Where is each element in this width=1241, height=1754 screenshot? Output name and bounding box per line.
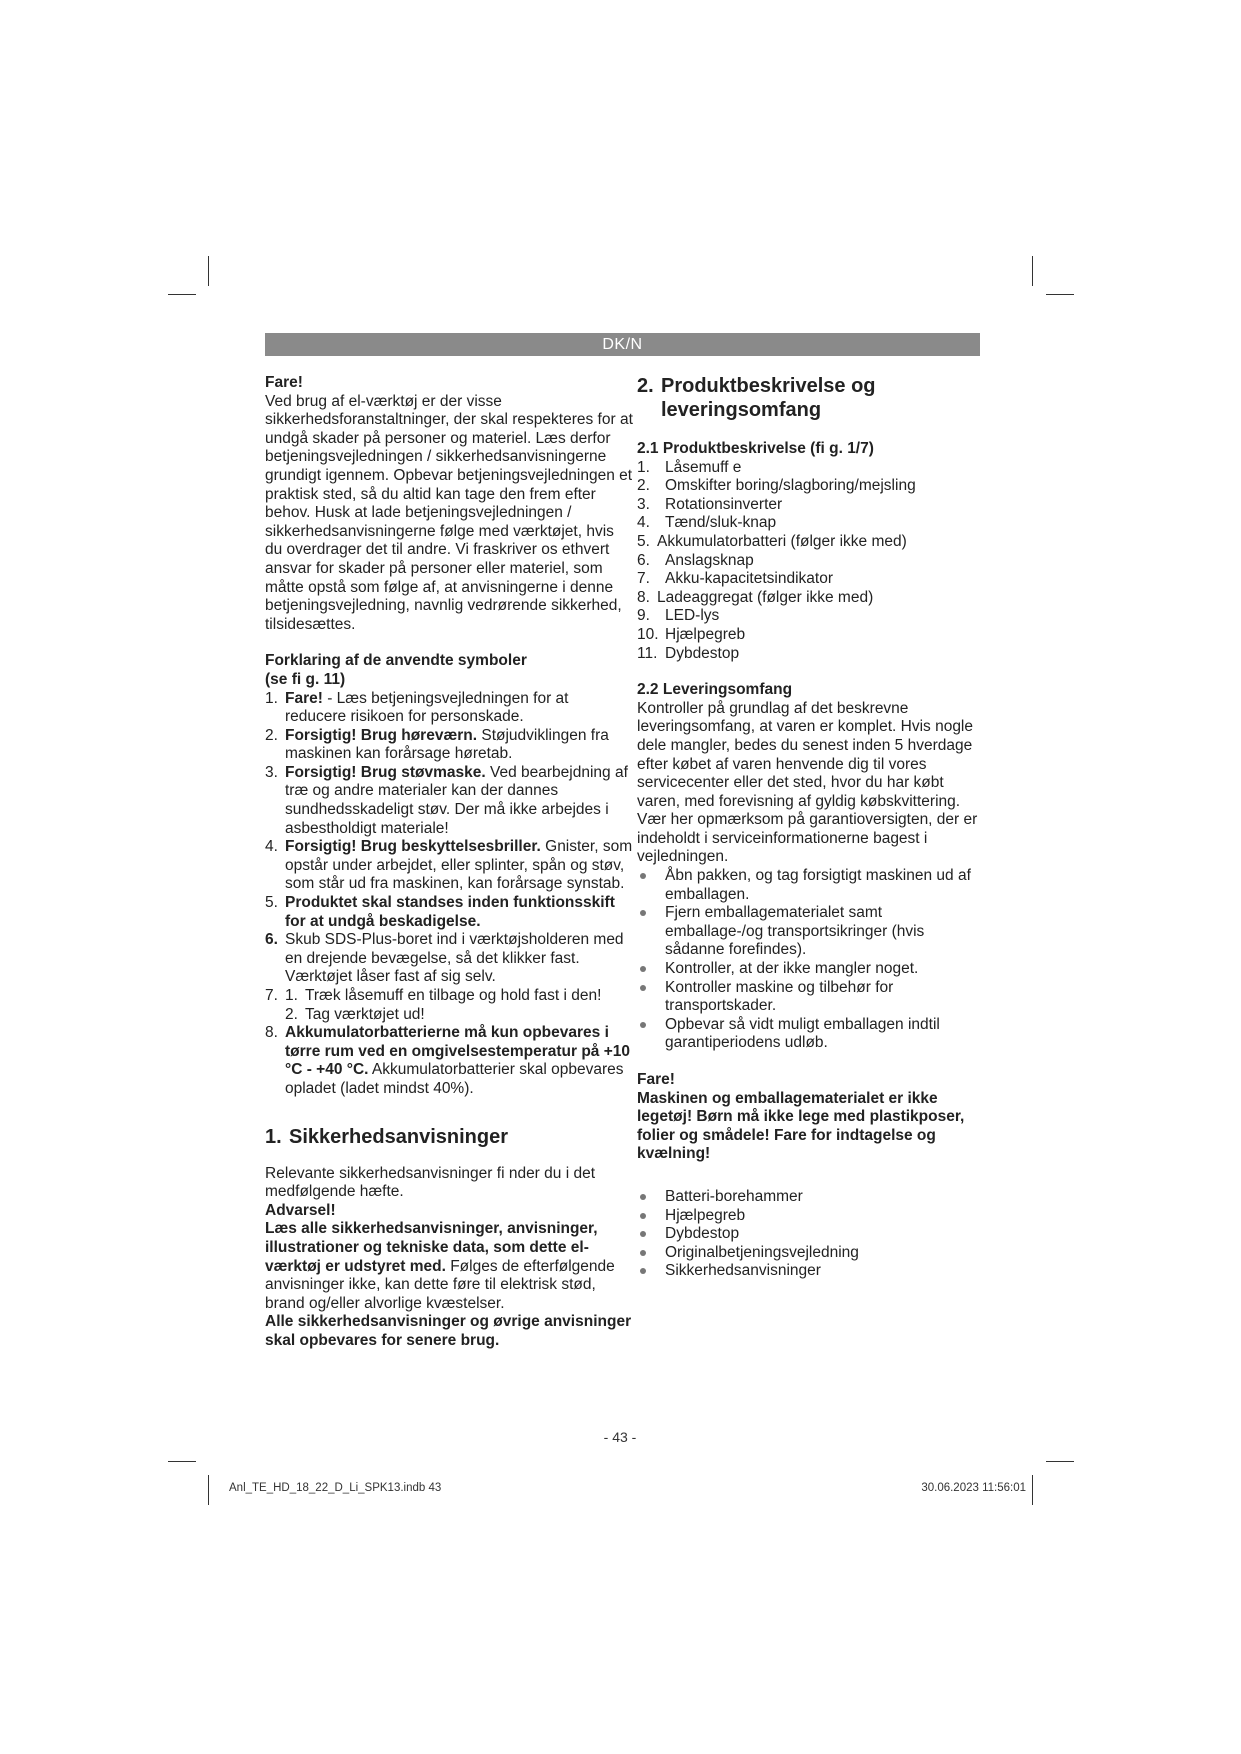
delivery-scope-text: Kontroller på grundlag af det beskrevne leveringsomfang, at varen er komplet. Hvis nogle dele mangler, bedes du senest inden 5 hverdage efter købet af varen henvende dig til vores servicecenter eller det sted, hvor du har købt varen, med forevisning af gyldig købskvittering. Vær her opmærksom på garantioversigten, der er indeholdt i serviceinformationerne bagest i vejledningen. — [637, 699, 978, 866]
product-description-heading: 2.1 Produktbeskrivelse (fi g. 1/7) — [637, 440, 874, 457]
crop-mark-bottom-right-v — [1032, 1475, 1033, 1505]
delivery-scope-heading: 2.2 Leveringsomfang — [637, 681, 793, 699]
section-2-heading: 2. Produktbeskrivelse og — [637, 375, 876, 397]
symbol-item-7: 7. 1. Træk låsemuff en tilbage og hold fast i den! 2. Tag værktøjet ud! — [265, 987, 633, 1024]
keep-instructions-text: Alle sikkerhedsanvisninger og øvrige anvisninger skal opbevares for senere brug. — [265, 1313, 632, 1349]
crop-mark-top-right-h — [1046, 294, 1074, 295]
contents-item: Hjælpegreb — [637, 1207, 982, 1226]
part-item: 6. Anslagsknap — [637, 551, 754, 569]
crop-mark-bottom-left-v — [208, 1475, 209, 1505]
symbol-substep: 1. Træk låsemuff en tilbage og hold fast i den! — [285, 987, 602, 1004]
left-column — [265, 374, 633, 1351]
bullet-icon — [640, 873, 646, 879]
checklist-item: Opbevar så vidt muligt emballagen indtil garantiperiodens udløb. — [637, 1016, 982, 1053]
part-item: 7. Akku-kapacitetsindikator — [637, 570, 833, 588]
parts-list — [637, 459, 982, 664]
section-1-heading: 1. Sikkerhedsanvisninger — [265, 1125, 508, 1148]
symbol-item: 4. Forsigtig! Brug beskyttelsesbriller. Gnister, som opstår under arbejdet, eller splinter, spån og støv, som står ud fra maskinen, kan forårsage synstab. — [265, 838, 633, 893]
symbols-heading: Forklaring af de anvendte symboler — [265, 652, 527, 670]
symbol-item-7-steps — [285, 987, 633, 1024]
crop-mark-top-left-h — [168, 294, 196, 295]
contents-item: Dybdestop — [637, 1225, 982, 1244]
bullet-icon — [640, 1250, 646, 1256]
symbol-substep: 2. Tag værktøjet ud! — [285, 1005, 425, 1023]
part-item: 9. LED-lys — [637, 607, 720, 625]
symbol-item: 5. Produktet skal standses inden funktionsskift for at undgå beskadigelse. — [265, 894, 615, 930]
warning-text: Læs alle sikkerhedsanvisninger, anvisninger, illustrationer og tekniske data, som dette el-værktøj er udstyret med. Følges de efterfølgende anvisninger ikke, kan dette føre til elektrisk stød, brand og/eller alvorlige kvæstelser. — [265, 1220, 615, 1312]
part-item: 11. Dybdestop — [637, 644, 740, 662]
footer-filename: Anl_TE_HD_18_22_D_Li_SPK13.indb 43 — [229, 1482, 442, 1494]
checklist-item: Kontroller maskine og tilbehør for transportskader. — [637, 979, 982, 1016]
bullet-icon — [640, 985, 646, 991]
part-item: 1. Låsemuff e — [637, 458, 742, 476]
checklist-item: Kontroller, at der ikke mangler noget. — [637, 960, 982, 979]
symbol-item-8: 8. Akkumulatorbatterierne må kun opbevares i tørre rum ved en omgivelsestemperatur på +10 °C - +40 °C. Akkumulatorbatterier skal opbevares opladet (ladet mindst 40%). — [265, 1024, 631, 1097]
danger-heading: Fare! — [265, 374, 303, 391]
symbol-item: 6. Skub SDS-Plus-boret ind i værktøjsholderen med en drejende bevægelse, så det klikker fast. Værktøjet låser fast af sig selv. — [265, 931, 624, 986]
part-item: 8. Ladeaggregat (følger ikke med) — [637, 588, 874, 606]
crop-mark-bottom-left-h — [168, 1461, 196, 1462]
part-item: 2. Omskifter boring/slagboring/mejsling — [637, 477, 916, 495]
crop-mark-top-right-v — [1032, 256, 1033, 286]
section-2-heading-line2: leveringsomfang — [661, 399, 822, 421]
danger-intro-text: Ved brug af el-værktøj er der visse sikkerhedsforanstaltninger, der skal respekteres for at undgå skader på personer og materiel. Læs derfor betjeningsvejledningen / sikkerhedsanvisningerne grundigt igennem. Opbevar betjeningsvejledningen et praktisk sted, så du altid kan tage den frem efter behov. Husk at lade betjeningsvejledningen / sikkerhedsanvisningerne følge med værktøjet, hvis du overdrager det til andre. Vi fraskriver os ethvert ansvar for skader på personer eller materiel, som måtte opstå som følge af, at anvisningerne i denne betjeningsvejledning, navnlig vedrørende sikkerhed, tilsidesættes. — [265, 392, 633, 633]
part-item: 5. Akkumulatorbatteri (følger ikke med) — [637, 532, 907, 550]
section-1-intro: Relevante sikkerhedsanvisninger fi nder du i det medfølgende hæfte. — [265, 1164, 595, 1201]
bullet-icon — [640, 1268, 646, 1274]
bullet-icon — [640, 1213, 646, 1219]
contents-item: Originalbetjeningsvejledning — [637, 1244, 982, 1263]
contents-item: Batteri-borehammer — [637, 1188, 982, 1207]
symbols-heading-figref: (se fi g. 11) — [265, 670, 346, 688]
language-header-bar: DK/N — [265, 333, 980, 356]
bullet-icon — [640, 910, 646, 916]
right-column — [637, 374, 982, 1281]
choking-hazard-text: Maskinen og emballagematerialet er ikke legetøj! Børn må ikke lege med plastikposer, folier og smådele! Fare for indtagelse og kvælning! — [637, 1089, 965, 1163]
symbol-item: 3. Forsigtig! Brug støvmaske. Ved bearbejdning af træ og andre materialer kan der dannes sundhedsskadeligt støv. Der må ikke arbejdes i asbestholdigt materiale! — [265, 763, 628, 837]
package-contents-list — [637, 1188, 982, 1281]
symbol-item: 2. Forsigtig! Brug høreværn. Støjudviklingen fra maskinen kan forårsage høretab. — [265, 726, 609, 763]
symbol-item: 1. Fare! - Læs betjeningsvejledningen for at reducere risikoen for personskade. — [265, 689, 569, 726]
part-item: 4. Tænd/sluk-knap — [637, 514, 777, 532]
crop-mark-top-left-v — [208, 256, 209, 286]
part-item: 3. Rotationsinverter — [637, 495, 783, 513]
warning-heading: Advarsel! — [265, 1201, 336, 1219]
contents-item: Sikkerhedsanvisninger — [637, 1262, 982, 1281]
footer-datetime: 30.06.2023 11:56:01 — [921, 1482, 1026, 1494]
bullet-icon — [640, 1194, 646, 1200]
part-item: 10. Hjælpegreb — [637, 625, 746, 643]
page-number: - 43 - — [603, 1429, 637, 1445]
bullet-icon — [640, 966, 646, 972]
checklist-item: Fjern emballagematerialet samt emballage-/og transportsikringer (hvis sådanne forefindes). — [637, 904, 982, 960]
bullet-icon — [640, 1231, 646, 1237]
crop-mark-bottom-right-h — [1046, 1461, 1074, 1462]
bullet-icon — [640, 1022, 646, 1028]
unpacking-checklist — [637, 867, 982, 1053]
danger-heading-right: Fare! — [637, 1071, 675, 1088]
symbols-list — [265, 690, 633, 1099]
checklist-item: Åbn pakken, og tag forsigtigt maskinen ud af emballagen. — [637, 867, 982, 904]
